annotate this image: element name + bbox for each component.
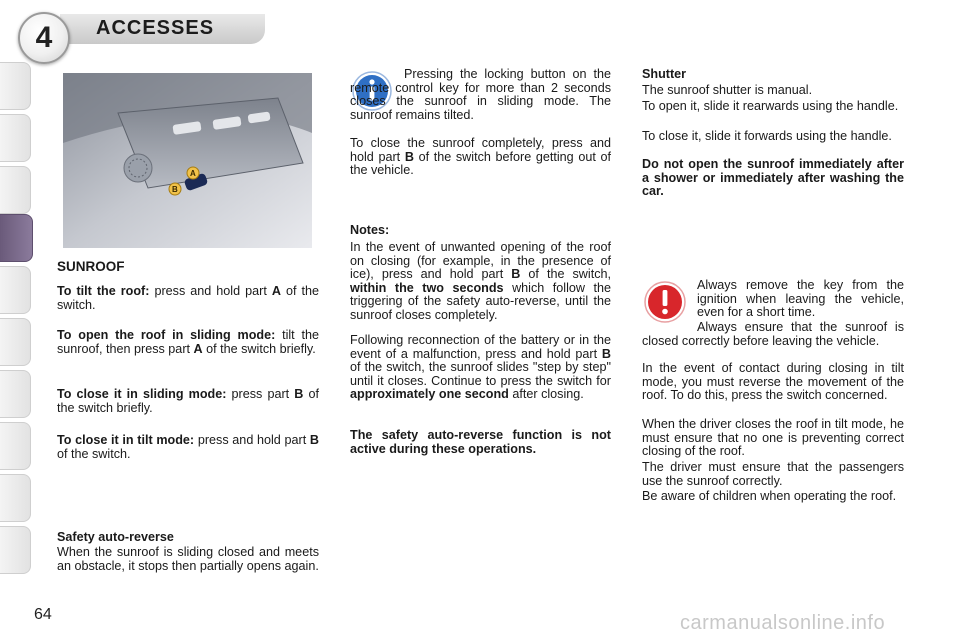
chapter-tab[interactable] [0,62,31,110]
sunroof-console-illustration [63,73,312,248]
notes-paragraph-2: Following reconnection of the battery or in the event of a malfunction, press and hold part B of the switch, the sunroof slides "step by step" until it closes. Continue to press the switch for approximately one second after closing. [350,333,611,402]
chapter-tab[interactable] [0,370,31,418]
warning-passengers: The driver must ensure that the passengers use the sunroof correctly. [642,460,904,488]
chapter-tab-active[interactable] [0,214,33,262]
remote-locking-note: Pressing the locking button on the remote control key for more than 2 seconds closes the sunroof in sliding mode. The sunroof remains tilted. [350,67,611,122]
warning-icon [644,281,686,323]
safety-title: Safety auto-reverse [57,530,174,544]
chapter-number-badge: 4 [18,12,70,64]
sliding-open-instruction: To open the roof in sliding mode: tilt the sunroof, then press part A of the switch briefly. [57,328,319,356]
notes-warning: The safety auto-reverse function is not active during these operations. [350,428,611,456]
chapter-tab[interactable] [0,166,31,214]
shutter-title: Shutter [642,67,687,81]
safety-text: When the sunroof is sliding closed and meets an obstacle, it stops then partially opens again. [57,545,319,573]
warning-remove-key: Always remove the key from the ignition when leaving the vehicle, even for a short time. [697,278,904,320]
shutter-text-1: The sunroof shutter is manual. [642,83,813,97]
warning-contact-tilt: In the event of contact during closing in tilt mode, you must reverse the movement of the roof. To do this, press the switch concerned. [642,361,904,403]
section-title: SUNROOF [57,259,125,274]
page-number: 64 [34,606,52,623]
chapter-tab[interactable] [0,526,31,574]
photo-label-a: A [190,169,196,178]
chapter-tab[interactable] [0,318,31,366]
warning-closed-correctly: Always ensure that the sunroof is closed correctly before leaving the vehicle. [642,320,904,348]
page-title: ACCESSES [96,17,215,39]
close-completely-note: To close the sunroof completely, press and hold part B of the switch before getting out of the vehicle. [350,136,611,178]
warning-children: Be aware of children when operating the roof. [642,489,897,503]
chapter-tab[interactable] [0,114,31,162]
chapter-tab[interactable] [0,422,31,470]
photo-label-b: B [172,185,178,194]
shutter-text-3: To close it, slide it forwards using the handle. [642,129,892,143]
sunroof-switch-photo [63,73,312,248]
chapter-tab[interactable] [0,266,31,314]
notes-paragraph-1: In the event of unwanted opening of the roof on closing (for example, in the presence of ice), press and hold part B of the switch, within the two seconds which follow the triggering of the safety auto-reverse, until the sunroof closes completely. [350,240,611,322]
warning-driver-closing: When the driver closes the roof in tilt mode, he must ensure that no one is preventing correct closing of the roof. [642,417,904,459]
shutter-warning: Do not open the sunroof immediately after a shower or immediately after washing the car. [642,157,904,199]
watermark: carmanualsonline.info [680,612,886,634]
tilt-close-instruction: To close it in tilt mode: press and hold part B of the switch. [57,433,319,461]
chapter-tab[interactable] [0,474,31,522]
tilt-instruction: To tilt the roof: press and hold part A of the switch. [57,284,319,312]
shutter-text-2: To open it, slide it rearwards using the handle. [642,99,899,113]
chapter-tab-strip [0,62,34,577]
notes-title: Notes: [350,223,390,237]
sliding-close-instruction: To close it in sliding mode: press part B of the switch briefly. [57,387,319,415]
